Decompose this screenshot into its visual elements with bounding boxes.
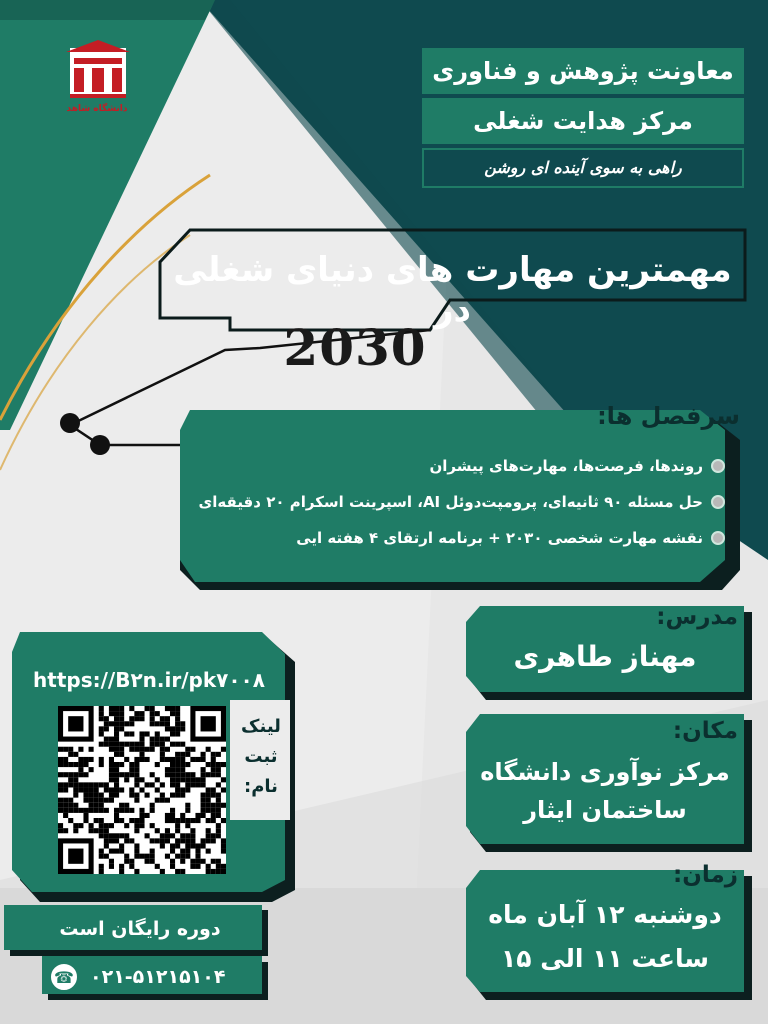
header-center: مرکز هدایت شغلی	[422, 98, 744, 144]
qr-code[interactable]	[58, 706, 226, 874]
syllabus-list	[190, 448, 725, 556]
registration-label: لینک ثبت نام:	[241, 716, 281, 797]
bullet-icon	[711, 495, 725, 509]
location-label: مکان:	[672, 718, 738, 744]
phone-number: ۰۲۱-۵۱۲۱۵۱۰۴	[90, 966, 226, 988]
registration-url[interactable]: https://B۲n.ir/pk۷۰۰۸	[33, 668, 265, 692]
university-logo-icon	[66, 40, 130, 98]
phone-icon: ☎	[48, 961, 80, 993]
time-hours: ساعت ۱۱ الی ۱۵	[501, 944, 709, 973]
syllabus-item: نقشه مهارت شخصی ۲۰۳۰ + برنامه ارتقای ۴ هفته ایی	[296, 529, 703, 547]
syllabus-item: حل مسئله ۹۰ ثانیه‌ای، پرومپت‌دوئل AI، اسپرینت اسکرام ۲۰ دقیقه‌ای	[198, 493, 703, 511]
instructor-name: مهناز طاهری	[513, 640, 697, 673]
phone-row[interactable]	[48, 958, 263, 996]
list-item	[190, 448, 725, 484]
time-label: زمان:	[673, 862, 738, 888]
title-year: 2030	[283, 318, 427, 377]
header-tagline: راهی به سوی آینده ای روشن	[422, 148, 744, 188]
location-line2: ساختمان ایثار	[523, 796, 687, 824]
syllabus-item: روندها، فرصت‌ها، مهارت‌های پیشران	[429, 457, 703, 475]
page-title: مهمترین مهارت های دنیای شغلی در	[173, 250, 732, 330]
location-line1: مرکز نوآوری دانشگاه	[480, 758, 730, 786]
university-logo-text: دانشگاه شاهد	[66, 104, 128, 114]
header-deputy: معاونت پژوهش و فناوری	[422, 48, 744, 94]
list-item	[190, 520, 725, 556]
free-course-text: دوره رایگان است	[59, 918, 221, 940]
time-date: دوشنبه ۱۲ آبان ماه	[488, 900, 722, 929]
list-item	[190, 484, 725, 520]
bullet-icon	[711, 459, 725, 473]
instructor-label: مدرس:	[656, 604, 738, 630]
syllabus-heading: سرفصل ها:	[597, 402, 740, 430]
bullet-icon	[711, 531, 725, 545]
